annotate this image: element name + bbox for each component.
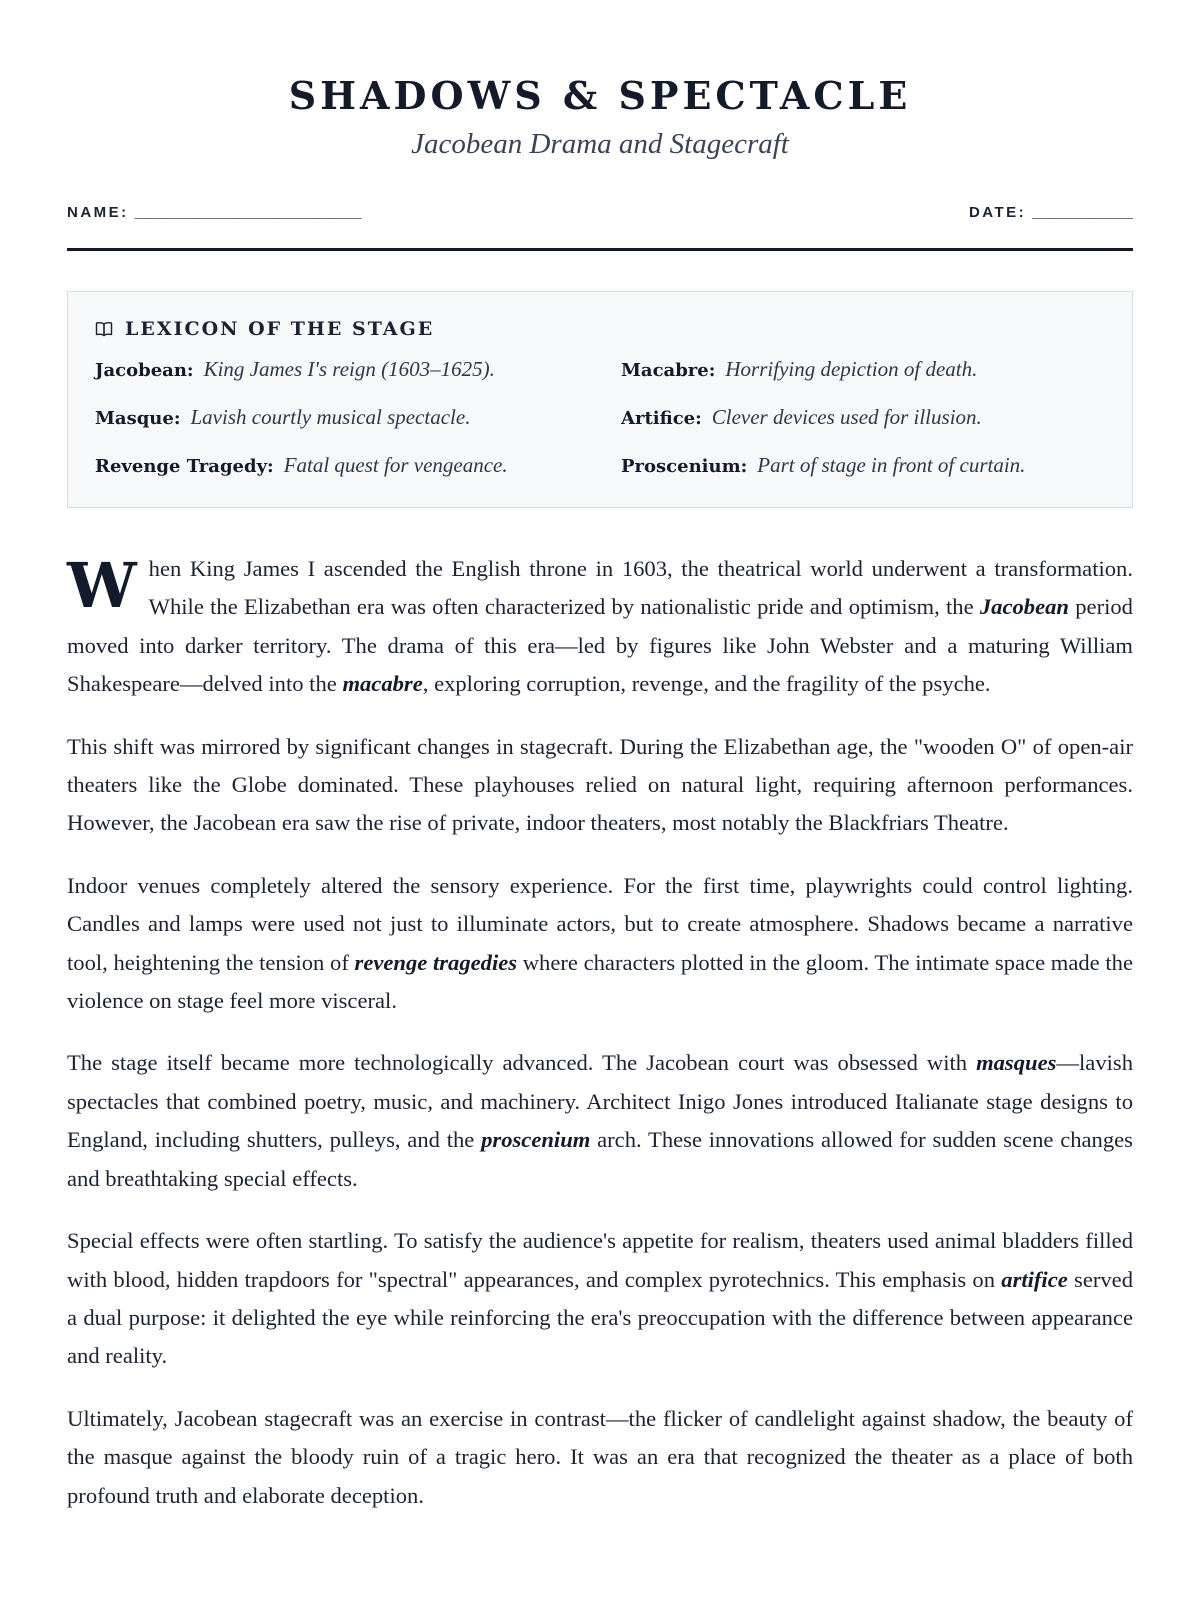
paragraph: This shift was mirrored by significant changes in stagecraft. During the Elizabethan age, the "wooden O" of open-air theaters like the Globe dominated. These playhouses relied on natural light, requiring afternoon performances. However, the Jacobean era saw the rise of private, indoor theaters, most notably the Blackfriars Theatre. bbox=[67, 733, 1133, 836]
header-divider bbox=[67, 248, 1133, 251]
paragraph-text: where characters plotted in the gloom. The intimate space made the violence on stage feel more visceral. bbox=[67, 949, 1133, 1014]
page-subtitle: Jacobean Drama and Stagecraft bbox=[411, 128, 789, 160]
lexicon-title: LEXICON OF THE STAGE bbox=[125, 318, 435, 340]
lexicon-definition: Lavish courtly musical spectacle. bbox=[190, 405, 471, 429]
paragraph-text: hen King James I ascended the English throne in 1603, the theatrical world underwent a transformation. While the Elizabethan era was often characterized by nationalistic pride and optimism, the bbox=[148, 556, 1133, 620]
lexicon-term: Macabre: bbox=[621, 360, 716, 381]
key-term: revenge tragedies bbox=[354, 949, 518, 975]
drop-cap: W bbox=[67, 549, 137, 622]
lexicon-definition: Clever devices used for illusion. bbox=[711, 405, 982, 429]
lexicon-entry bbox=[95, 452, 621, 480]
paragraph bbox=[67, 867, 1133, 1021]
key-term: masques bbox=[976, 1050, 1057, 1076]
lexicon-term: Proscenium: bbox=[621, 456, 748, 477]
date-label: DATE: bbox=[968, 204, 1027, 221]
lexicon-header bbox=[95, 318, 1105, 340]
name-blank[interactable]: ___________________________ bbox=[134, 206, 362, 222]
paragraph-text: —lavish spectacles that combined poetry, music, and machinery. Architect Inigo Jones introduced Italianate stage designs to England, including shutters, pulleys, and the bbox=[67, 1050, 1133, 1153]
lexicon-box bbox=[67, 291, 1133, 508]
paragraph-text: arch. These innovations allowed for sudden scene changes and breathtaking special effects. bbox=[67, 1127, 1133, 1191]
student-info-row bbox=[67, 204, 1133, 222]
paragraph-text: The stage itself became more technologically advanced. The Jacobean court was obsessed with bbox=[67, 1050, 977, 1076]
name-label: NAME: bbox=[67, 204, 129, 221]
lexicon-entry bbox=[621, 356, 1105, 384]
lexicon-grid bbox=[95, 356, 1105, 480]
paragraph bbox=[67, 1222, 1133, 1376]
key-term: proscenium bbox=[481, 1127, 591, 1153]
paragraph: Ultimately, Jacobean stagecraft was an exercise in contrast—the flicker of candlelight against shadow, the beauty of the masque against the bloody ruin of a tragic hero. It was an era that recognized the theater as a place of both profound truth and elaborate deception. bbox=[67, 1405, 1133, 1508]
lexicon-definition: Horrifying depiction of death. bbox=[725, 357, 978, 381]
lexicon-definition: Fatal quest for vengeance. bbox=[283, 453, 508, 477]
name-field[interactable] bbox=[67, 204, 362, 222]
lexicon-term: Artifice: bbox=[621, 408, 702, 429]
article-body bbox=[67, 550, 1133, 1515]
lexicon-entry bbox=[621, 404, 1105, 432]
lexicon-definition: Part of stage in front of curtain. bbox=[757, 453, 1026, 477]
lexicon-term: Jacobean: bbox=[95, 360, 194, 381]
paragraph-text: Indoor venues completely altered the sensory experience. For the first time, playwrights could control lighting. Candles and lamps were used not just to illuminate actors, but to create atmosphere. Shadows became a narrative tool, heightening the tension of bbox=[67, 872, 1133, 975]
paragraph bbox=[67, 1044, 1133, 1198]
date-field[interactable] bbox=[969, 204, 1133, 222]
lexicon-entry bbox=[95, 404, 621, 432]
lexicon-term: Masque: bbox=[95, 408, 181, 429]
book-icon bbox=[95, 321, 113, 337]
paragraph bbox=[67, 550, 1133, 704]
page-title: SHADOWS & SPECTACLE bbox=[288, 73, 912, 118]
key-term: artifice bbox=[1001, 1266, 1068, 1292]
key-term: macabre bbox=[342, 671, 423, 697]
date-blank[interactable]: ____________ bbox=[1032, 206, 1133, 222]
lexicon-entry bbox=[621, 452, 1105, 480]
paragraph-text: served a dual purpose: it delighted the eye while reinforcing the era's preoccupation with the difference between appearance and reality. bbox=[67, 1266, 1133, 1369]
lexicon-definition: King James I's reign (1603–1625). bbox=[203, 357, 495, 381]
key-term: Jacobean bbox=[979, 594, 1069, 620]
paragraph-text: period moved into darker territory. The drama of this era—led by figures like John Webster and a maturing William Shakespeare—delved into the bbox=[67, 594, 1133, 697]
paragraph-text: Special effects were often startling. To satisfy the audience's appetite for realism, theaters used animal bladders filled with blood, hidden trapdoors for "spectral" appearances, and complex pyrotechnics. This emphasis on bbox=[67, 1228, 1133, 1292]
paragraph-text: , exploring corruption, revenge, and the fragility of the psyche. bbox=[422, 671, 991, 697]
lexicon-entry bbox=[95, 356, 621, 384]
lexicon-term: Revenge Tragedy: bbox=[95, 456, 274, 477]
